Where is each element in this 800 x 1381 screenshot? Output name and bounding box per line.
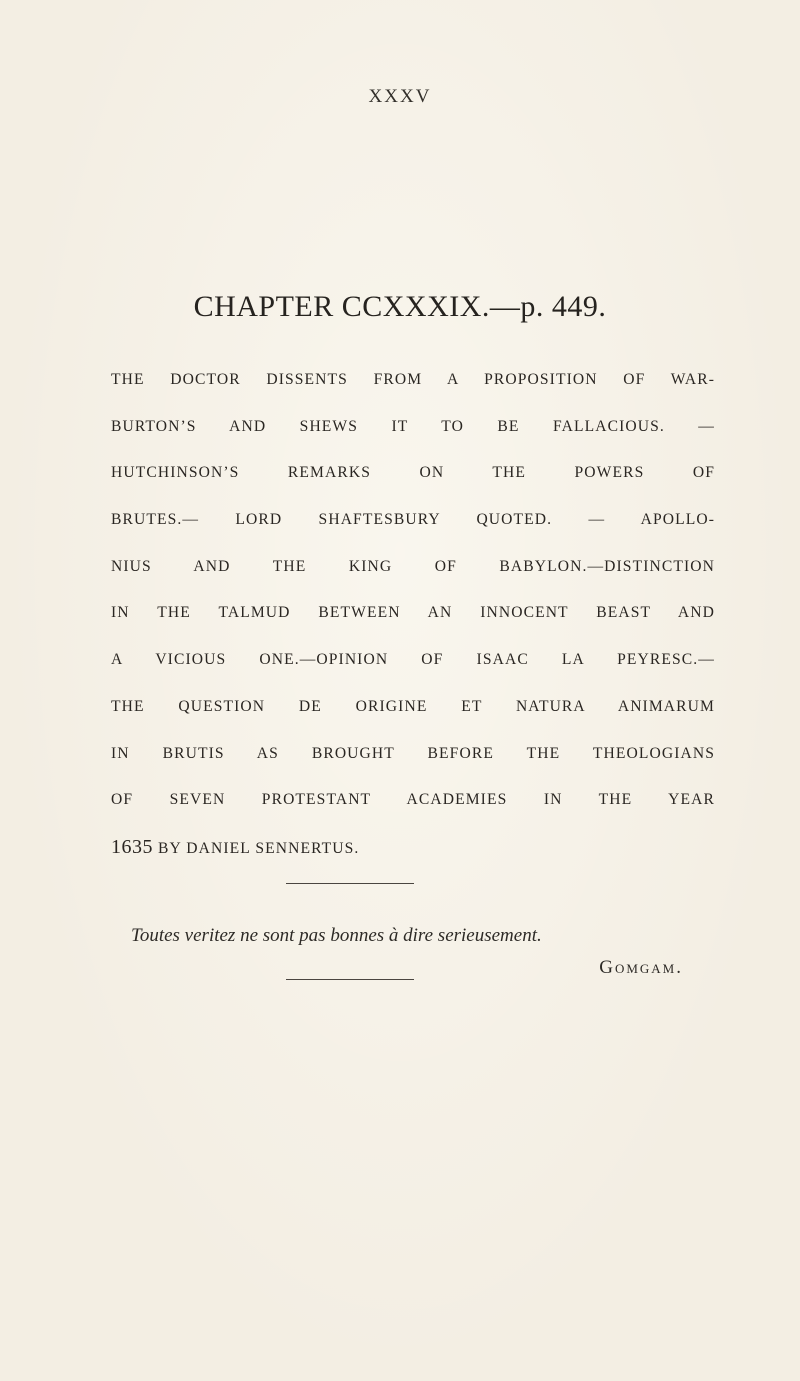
synopsis-line: NIUS AND THE KING OF BABYLON.—DISTINCTION: [111, 557, 715, 575]
synopsis-line: OF SEVEN PROTESTANT ACADEMIES IN THE YEAR: [111, 791, 715, 809]
synopsis-line: THE QUESTION DE ORIGINE ET NATURA ANIMARUM: [111, 697, 715, 715]
synopsis-last-line: [111, 835, 715, 882]
chapter-heading: CHAPTER CCXXXIX.—p. 449.: [193, 290, 607, 323]
epigraph-quote: Toutes veritez ne sont pas bonnes à dire serieusement.: [131, 925, 542, 946]
synopsis-line: THE DOCTOR DISSENTS FROM A PROPOSITION OF WAR-: [111, 371, 715, 388]
synopsis-line: A VICIOUS ONE.—OPINION OF ISAAC LA PEYRESC.—: [111, 651, 715, 669]
divider-rule-top: [286, 883, 414, 884]
synopsis-line: BRUTES.— LORD SHAFTESBURY QUOTED. — APOLLO-: [111, 511, 715, 529]
synopsis-line: IN THE TALMUD BETWEEN AN INNOCENT BEAST AND: [111, 604, 715, 622]
synopsis-year: 1635: [111, 835, 153, 858]
divider-rule-bottom: [286, 979, 414, 980]
chapter-synopsis: [111, 368, 715, 882]
synopsis-line: HUTCHINSON’S REMARKS ON THE POWERS OF: [111, 464, 715, 482]
page-number: XXXV: [368, 86, 432, 107]
synopsis-line: IN BRUTIS AS BROUGHT BEFORE THE THEOLOGIANS: [111, 744, 715, 762]
synopsis-last-line-text: BY DANIEL SENNERTUS.: [158, 839, 360, 857]
epigraph-attribution: Gomgam.: [599, 957, 683, 978]
synopsis-line: BURTON’S AND SHEWS IT TO BE FALLACIOUS. —: [111, 417, 715, 435]
